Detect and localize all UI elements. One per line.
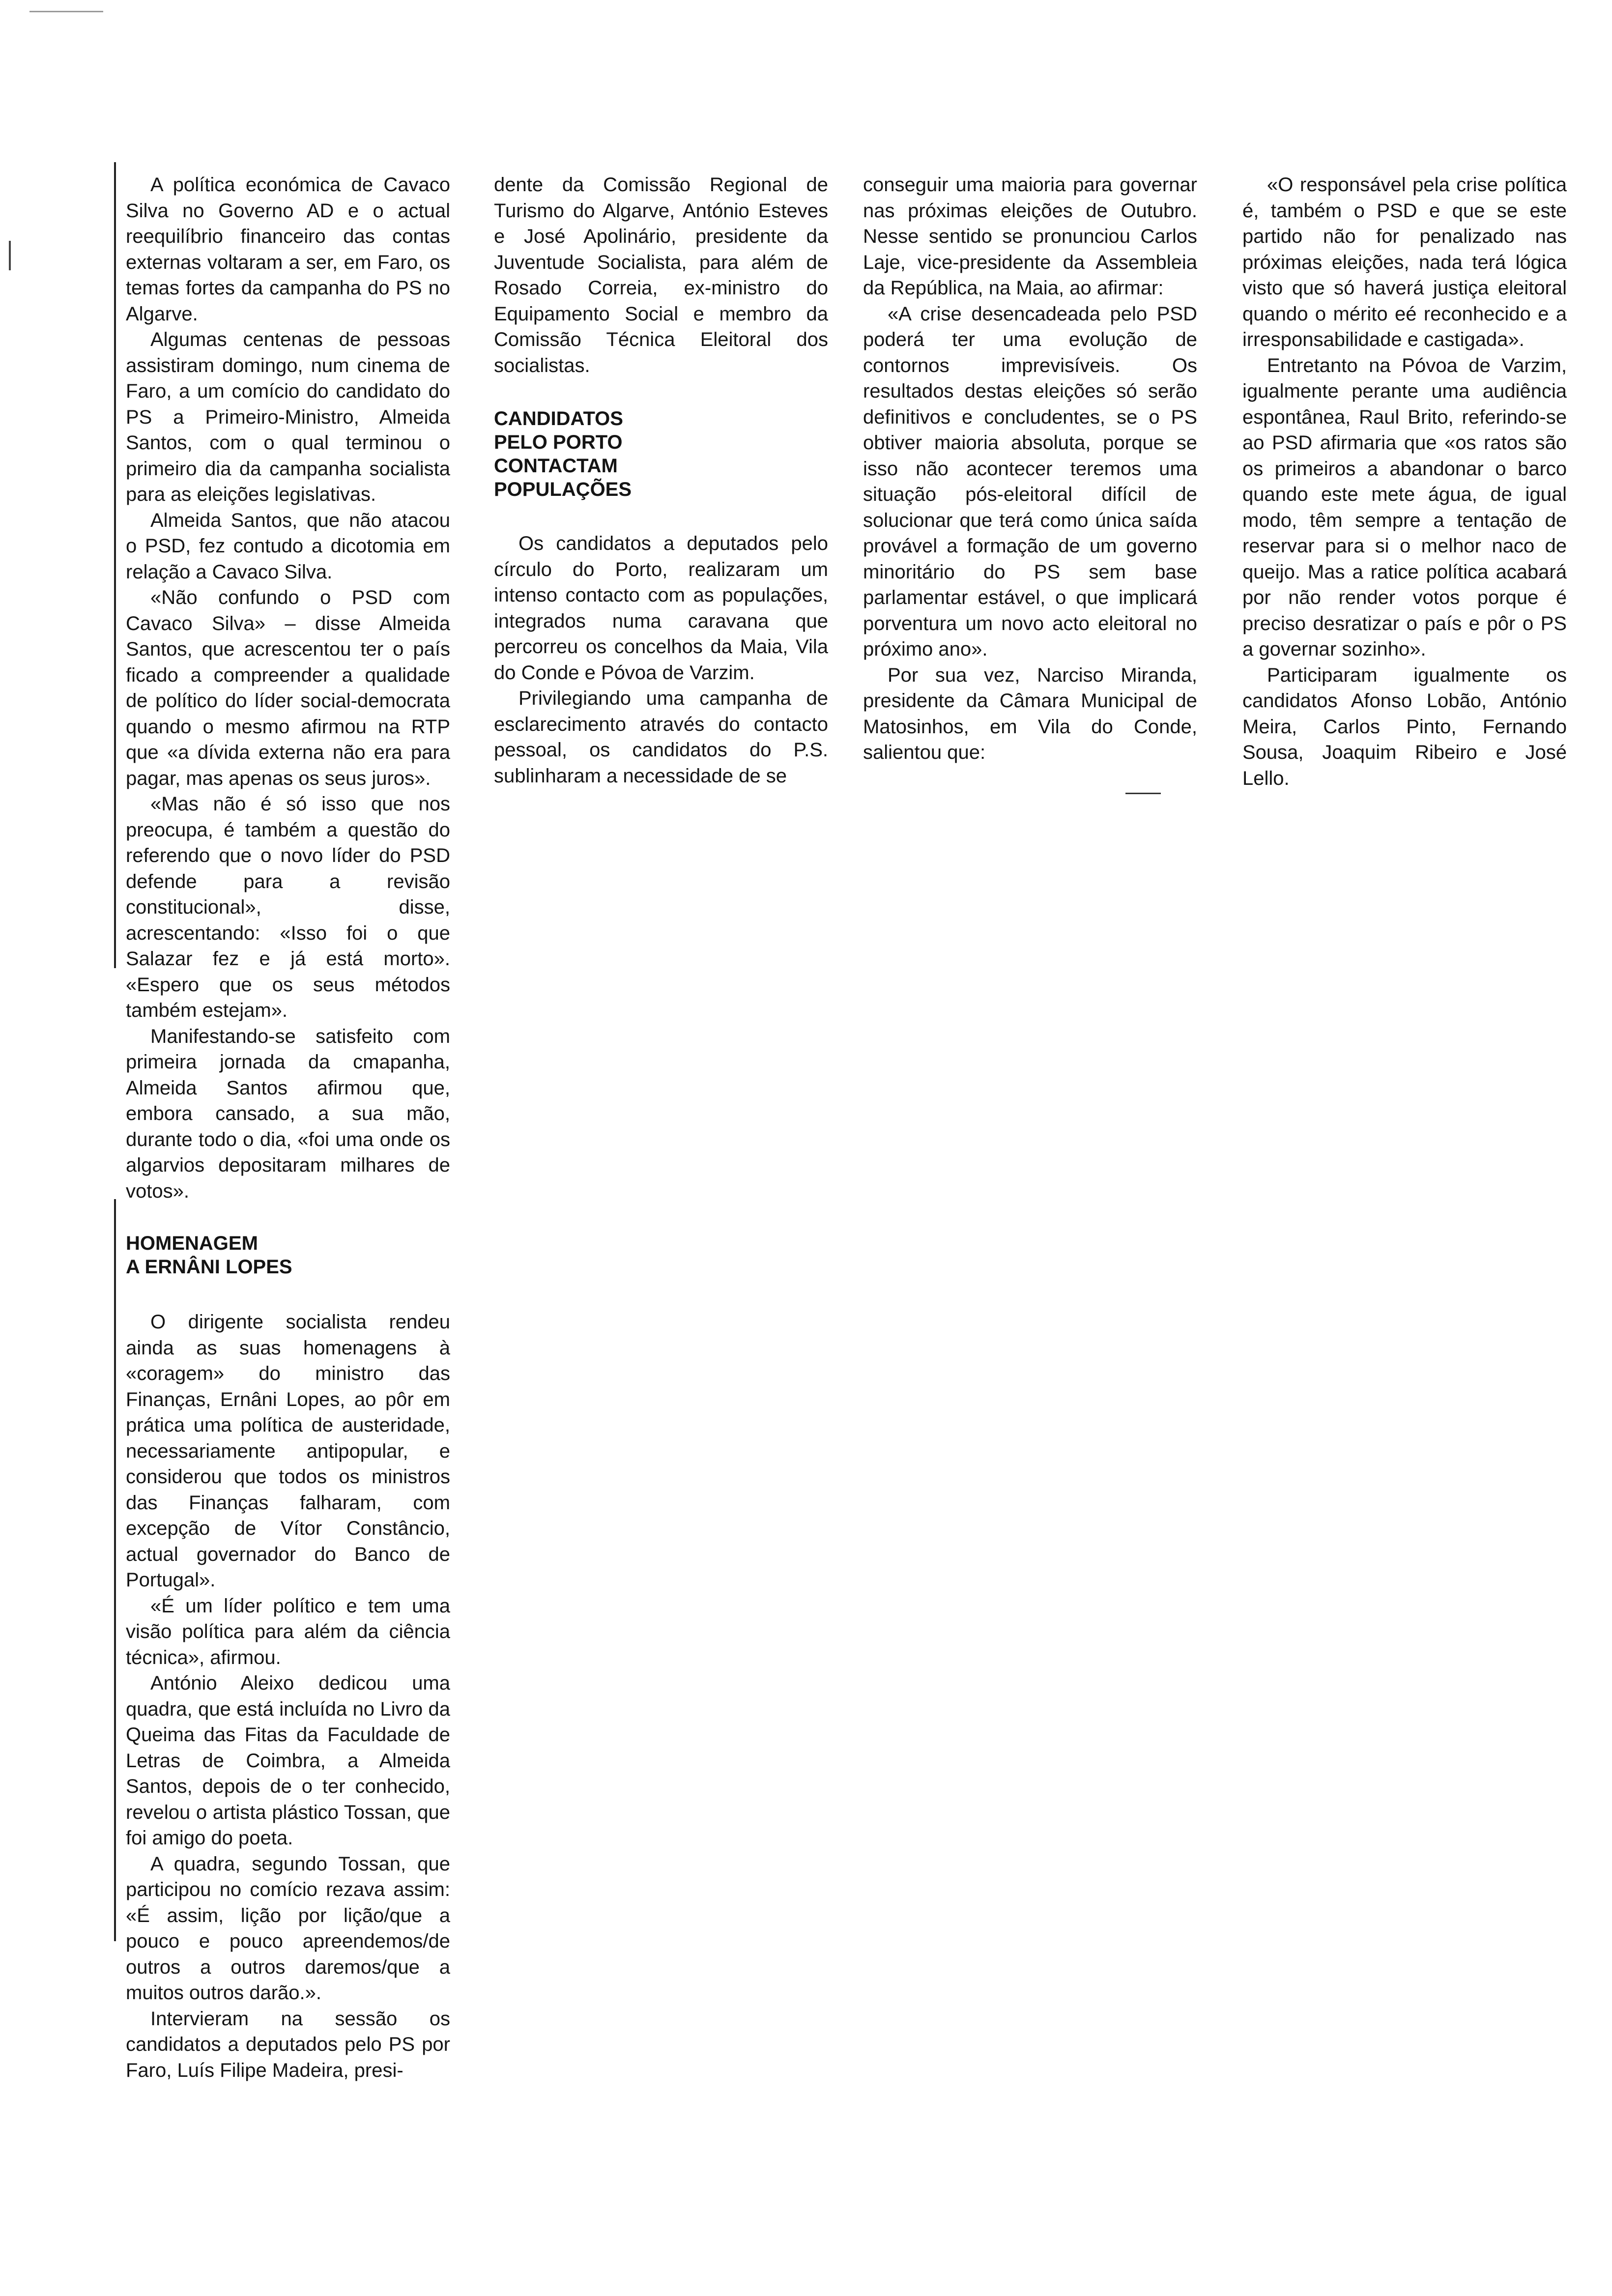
margin-rule	[114, 162, 116, 968]
heading-line: POPULAÇÕES	[494, 479, 632, 500]
paragraph: dente da Comissão Regional de Turismo do Algarve, António Esteves e José Apolinário, presidente da Juventude Socialista, para além de Rosado Correia, ex-ministro do Equipamento Social e membro da Comissão Técnica Eleitoral dos socialistas.	[494, 174, 828, 376]
paragraph: «O responsável pela crise política é, também o PSD e que se este partido não for penalizado nas próximas eleições, nada terá lógica visto que só haverá justiça eleitoral quando o mérito eé reconhecido e a irresponsabilidade e castigada».	[1242, 174, 1567, 350]
paragraph: «A crise desencadeada pelo PSD poderá ter uma evolução de contornos imprevisíveis. Os resultados destas eleições só serão definitivos e concludentes, se o PS obtiver maioria absoluta, porque se isso não acontecer teremos uma situação pós-eleitoral difícil de solucionar que terá como única saída provável a formação de um governo minoritário do PS sem base parlamentar estável, o que implicará porventura um novo acto eleitoral no próximo ano».	[863, 303, 1197, 660]
paragraph: conseguir uma maioria para governar nas próximas eleições de Outubro. Nesse sentido se pronunciou Carlos Laje, vice-presidente da Assembleia da República, na Maia, ao afirmar:	[863, 174, 1197, 299]
paragraph: Os candidatos a deputados pelo círculo do Porto, realizaram um intenso contacto com as populações, integrados numa caravana que percorreu os concelhos da Maia, Vila do Conde e Póvoa de Varzim.	[494, 533, 828, 684]
paragraph: Privilegiando uma campanha de esclarecimento através do contacto pessoal, os candidatos do P.S. sublinharam a necessidade de se	[494, 688, 828, 787]
heading-line: A ERNÂNI LOPES	[126, 1256, 292, 1278]
paragraph: Participaram igualmente os candidatos Afonso Lobão, António Meira, Carlos Pinto, Fernando Sousa, Joaquim Ribeiro e José Lello.	[1242, 664, 1567, 789]
article-column-2	[494, 172, 828, 789]
section-heading	[126, 1232, 450, 1279]
heading-line: PELO PORTO	[494, 431, 623, 453]
heading-line: CANDIDATOS	[494, 408, 623, 430]
paragraph: Manifestando-se satisfeito com primeira jornada da cmapanha, Almeida Santos afirmou que, embora cansado, a sua mão, durante todo o dia, «foi uma onde os algarvios depositaram milhares de votos».	[126, 1025, 450, 1202]
heading-line: CONTACTAM	[494, 455, 618, 477]
scan-speck	[9, 241, 11, 270]
paragraph: António Aleixo dedicou uma quadra, que está incluída no Livro da Queima das Fitas da Faculdade de Letras de Coimbra, a Almeida Santos, depois de o ter conhecido, revelou o artista plástico Tossan, que foi amigo do poeta.	[126, 1672, 450, 1849]
paragraph: «Não confundo o PSD com Cavaco Silva» – disse Almeida Santos, que acrescentou ter o país ficado a compreender a qualidade de político do líder social-democrata quando o mesmo afirmou na RTP que «a dívida externa não era para pagar, mas apenas os seus juros».	[126, 587, 450, 789]
scan-speck	[29, 11, 103, 12]
paragraph: «Mas não é só isso que nos preocupa, é também a questão do referendo que o novo líder do PSD defende para a revisão constitucional», disse, acrescentando: «Isso foi o que Salazar fez e já está morto». «Espero que os seus métodos também estejam».	[126, 793, 450, 1021]
paragraph: Entretanto na Póvoa de Varzim, igualmente perante uma audiência espontânea, Raul Brito, referindo-se ao PSD afirmaria que «os ratos são os primeiros a abandonar o barco quando este mete água, de igual modo, têm sempre a tentação de reservar para si o melhor naco de queijo. Mas a ratice política acabará por não render votos porque é preciso desratizar o país e pôr o PS a governar sozinho».	[1242, 354, 1567, 660]
paragraph: A política económica de Cavaco Silva no Governo AD e o actual reequilíbrio financeiro das contas externas voltaram a ser, em Faro, os temas fortes da campanha do PS no Algarve.	[126, 174, 450, 325]
paragraph: «É um líder político e tem uma visão política para além da ciência técnica», afirmou.	[126, 1595, 450, 1668]
paragraph: Por sua vez, Narciso Miranda, presidente da Câmara Municipal de Matosinhos, em Vila do Conde, salientou que:	[863, 664, 1197, 763]
paragraph: O dirigente socialista rendeu ainda as suas homenagens à «coragem» do ministro das Finanças, Ernâni Lopes, ao pôr em prática uma política de austeridade, necessariamente antipopular, e considerou que todos os ministros das Finanças falharam, com excepção de Vítor Constâncio, actual governador do Banco de Portugal».	[126, 1311, 450, 1591]
article-column-1	[126, 172, 450, 2083]
section-heading	[494, 407, 828, 501]
margin-rule	[114, 1199, 116, 1941]
paragraph: Almeida Santos, que não atacou o PSD, fez contudo a dicotomia em relação a Cavaco Silva.	[126, 509, 450, 583]
paragraph: Algumas centenas de pessoas assistiram domingo, num cinema de Faro, a um comício do candidato do PS a Primeiro-Ministro, Almeida Santos, com o qual terminou o primeiro dia da campanha socialista para as eleições legislativas.	[126, 329, 450, 505]
paragraph: A quadra, segundo Tossan, que participou no comício rezava assim: «É assim, lição por lição/que a pouco e pouco apreendemos/de outros a outros daremos/que a muitos outros darão.».	[126, 1853, 450, 2004]
article-column-3	[863, 172, 1197, 766]
paragraph: Intervieram na sessão os candidatos a deputados pelo PS por Faro, Luís Filipe Madeira, presi-	[126, 2008, 450, 2081]
article-column-4	[1242, 172, 1567, 791]
end-rule	[1125, 793, 1161, 794]
heading-line: HOMENAGEM	[126, 1233, 258, 1254]
